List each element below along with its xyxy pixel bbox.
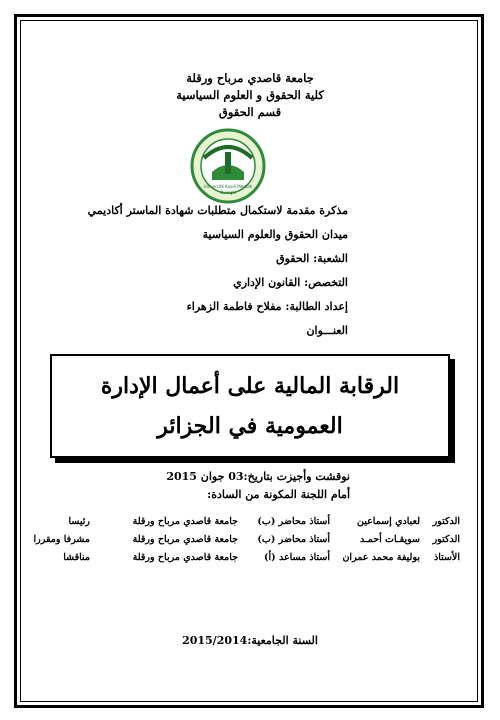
- member-title: الأستاذ: [433, 552, 460, 563]
- member-title: الدكتور: [432, 516, 460, 527]
- member-role: مناقشا: [63, 552, 90, 563]
- title-label: العنـــوان: [306, 324, 348, 337]
- committee-row: [40, 516, 460, 534]
- field-line: ميدان الحقوق والعلوم السياسية: [202, 228, 348, 241]
- member-role: مشرفا ومقررا: [33, 534, 90, 545]
- branch-line: الشعبة: الحقوق: [276, 252, 348, 265]
- member-university: جامعة قاصدي مرباح ورقلة: [132, 516, 238, 527]
- member-name: بوليفة محمد عمران: [342, 552, 420, 563]
- university-logo-icon: [190, 128, 266, 204]
- committee-intro: أمام اللجنة المكونة من السادة:: [207, 488, 350, 501]
- committee-row: [33, 534, 460, 552]
- university-name: جامعة قاصدي مرباح ورقلة: [186, 71, 314, 85]
- defense-date: نوقشت وأجيزت بتاريخ:03 جوان 2015: [166, 470, 350, 483]
- member-role: رئيسا: [68, 516, 90, 527]
- faculty-name: كلية الحقوق و العلوم السياسية: [176, 88, 324, 102]
- academic-year: السنة الجامعية:2015/2014: [182, 634, 318, 647]
- defense-block: [166, 468, 350, 504]
- thesis-title-line1: الرقابة المالية على أعمال الإدارة: [100, 373, 400, 399]
- committee-table: [33, 516, 460, 570]
- logo-latin-text: Université Kasdi Merbah: [203, 184, 253, 189]
- member-name: سويقـات أحمـد: [359, 534, 420, 545]
- member-rank: أستاذ مساعد (أ): [264, 552, 330, 563]
- member-university: جامعة قاصدي مرباح ورقلة: [132, 534, 238, 545]
- member-name: لعبادي إسماعين: [357, 516, 420, 527]
- thesis-title-box: [50, 354, 450, 458]
- specialty-line: التخصص: القانون الإداري: [233, 276, 348, 289]
- member-title: الدكتور: [432, 534, 460, 545]
- institution-header: [0, 70, 500, 121]
- member-rank: أستاذ محاضر (ب): [257, 516, 330, 527]
- department-name: قسم الحقوق: [218, 105, 282, 119]
- member-university: جامعة قاصدي مرباح ورقلة: [132, 552, 238, 563]
- committee-row: [40, 552, 460, 570]
- member-rank: أستاذ محاضر (ب): [257, 534, 330, 545]
- thesis-title-line2: العمومية في الجزائر: [157, 413, 343, 439]
- student-line: إعداد الطالبة: مفلاح فاطمة الزهراء: [186, 300, 348, 313]
- logo-city-text: Ouargla: [220, 190, 236, 195]
- memo-description: مذكرة مقدمة لاستكمال متطلبات شهادة الماستر أكاديمي: [87, 204, 348, 217]
